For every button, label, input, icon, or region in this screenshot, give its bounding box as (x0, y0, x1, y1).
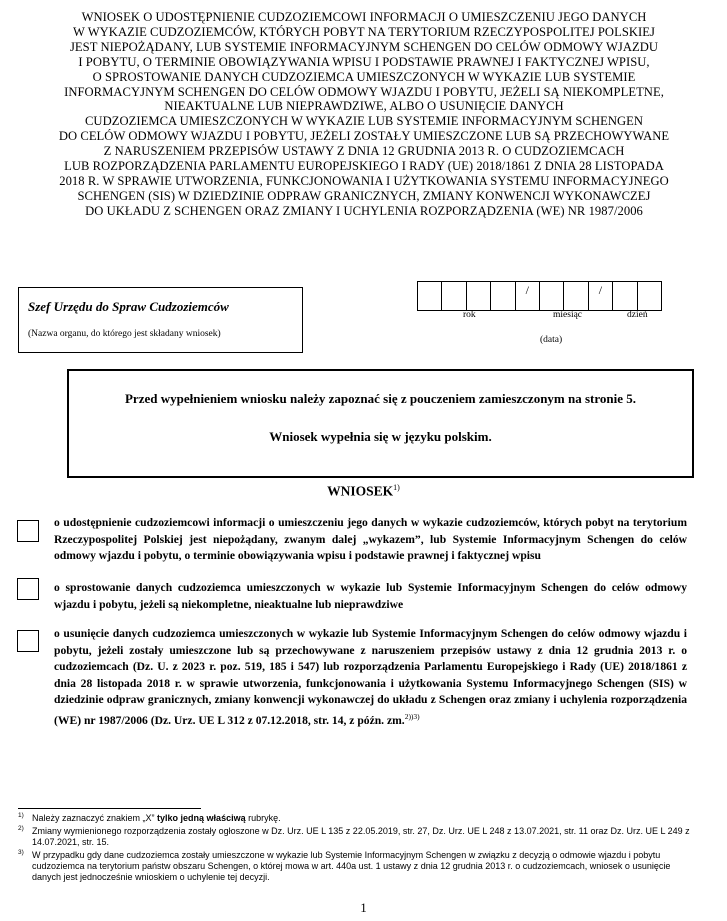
option-delete-text (54, 626, 687, 729)
title-line: DO UKŁADU Z SCHENGEN ORAZ ZMIANY I UCHYLENIA ROZPORZĄDZENIA (WE) NR 1987/2006 (85, 203, 643, 218)
title-line: INFORMACYJNYM SCHENGEN DO CELÓW ODMOWY WJAZDU I POBYTU, JEŻELI SĄ NIEKOMPLETNE, (64, 84, 664, 99)
title-line: SCHENGEN (SIS) W DZIEDZINIE ODPRAW GRANICZNYCH, ZMIANY KONWENCJI WYKONAWCZEJ (77, 188, 651, 203)
footnotes (18, 813, 698, 885)
title-line: W WYKAZIE CUDZOZIEMCÓW, KTÓRYCH POBYT NA TERYTORIUM RZECZYPOSPOLITEJ POLSKIEJ (73, 24, 655, 39)
title-line: CUDZOZIEMCA UMIESZCZONYCH W WYKAZIE LUB SYSTEMIE INFORMACYJNYM SCHENGEN (84, 114, 644, 129)
title-line: WNIOSEK O UDOSTĘPNIENIE CUDZOZIEMCOWI INFORMACJI O UMIESZCZENIU JEGO DANYCH (81, 10, 647, 24)
date-month-label: miesiąc (553, 310, 583, 320)
date-cell-year[interactable] (442, 282, 466, 310)
notice-instructions: Przed wypełnieniem wniosku należy zapoznać się z pouczeniem zamieszczonym na stronie 5. (124, 391, 637, 406)
footnote-mark: 2) (18, 825, 24, 832)
footnote-ref: 1) (393, 483, 400, 492)
date-cell-day[interactable] (638, 282, 662, 310)
footnote-text: Zmiany wymienionego rozporządzenia zostały ogłoszone w Dz. Urz. UE L 135 z 22.05.2019, str. 27, Dz. Urz. UE L 248 z 13.07.2021, str. 11 oraz Dz. Urz. UE L 249 z 14.07.2021, str. 15. (32, 826, 690, 847)
date-cell-month[interactable] (540, 282, 564, 310)
footnote-ref: 2))3) (404, 711, 420, 721)
date-field[interactable] (417, 281, 662, 311)
footnote-mark: 3) (18, 849, 24, 856)
date-cell-month[interactable] (564, 282, 588, 310)
title-line: O SPROSTOWANIE DANYCH CUDZOZIEMCA UMIESZCZONYCH W WYKAZIE LUB SYSTEMIE (92, 69, 636, 84)
title-line: NIEAKTUALNE LUB NIEPRAWDZIWE, ALBO O USUNIĘCIE DANYCH (164, 99, 564, 114)
footnote-1 (18, 813, 698, 824)
title-line: I POBYTU, O TERMINIE OBOWIĄZYWANIA WPISU I PODSTAWIE PRAWNEJ I FAKTYCZNEJ WPISU, (78, 54, 650, 69)
footnote-2 (18, 826, 698, 848)
notice-language: Wniosek wypełnia się w języku polskim. (269, 429, 492, 444)
date-cell-day[interactable] (613, 282, 637, 310)
option-text: o usunięcie danych cudzoziemca umieszczonych w wykazie lub Systemie Informacyjnym Schengen do celów odmowy wjazdu i pobytu, jeżeli zostały umieszczone lub są przechowywane z naruszeniem przepisów ustawy z dnia 12 grudnia 2013 r. o cudzoziemcach (Dz. U. z 2023 r. poz. 519, 185 i 547) lub rozporządzenia Parlamentu Europejskiego i Rady (UE) 2018/1861 z dnia 28 listopada 2018 r. w sprawie utworzenia, funkcjonowania i użytkowania Systemu Informacyjnego Schengen (SIS) w dziedzinie odpraw granicznych, zmiany konwencji wykonawczej do układu z Schengen oraz zmiany i uchylenia rozporządzenia (WE) nr 1987/2006 (Dz. Urz. UE L 312 z 07.12.2018, str. 14, z późn. zm. (54, 627, 687, 727)
office-hint: (Nazwa organu, do którego jest składany wniosek) (28, 329, 221, 339)
option-checkbox-delete[interactable] (17, 630, 39, 652)
date-cell-year[interactable] (418, 282, 442, 310)
date-day-label: dzień (627, 310, 648, 320)
option-rectify-text (54, 580, 687, 613)
date-cell-year[interactable] (467, 282, 491, 310)
option-checkbox-rectify[interactable] (17, 578, 39, 600)
footnote-3 (18, 850, 698, 883)
option-access-text (54, 515, 687, 565)
footnote-mark: 1) (18, 812, 24, 819)
option-text: o sprostowanie danych cudzoziemca umieszczonych w wykazie lub Systemie Informacyjnym Schengen do celów odmowy wjazdu i pobytu, jeżeli są niekompletne, nieaktualne lub nieprawdziwe (54, 581, 687, 611)
title-line: JEST NIEPOŻĄDANY, LUB SYSTEMIE INFORMACYJNYM SCHENGEN DO CELÓW ODMOWY WJAZDU (69, 39, 659, 54)
date-caption: (data) (540, 335, 563, 345)
page-number: 1 (360, 900, 367, 915)
title-line: 2018 R. W SPRAWIE UTWORZENIA, FUNKCJONOWANIA I UŻYTKOWANIA SYSTEMU INFORMACYJNEGO (59, 173, 669, 188)
date-year-label: rok (463, 310, 476, 320)
footnote-emphasis: tylko jedną właściwą (157, 813, 246, 823)
date-separator: / (516, 282, 540, 310)
date-cell-year[interactable] (491, 282, 515, 310)
office-name: Szef Urzędu do Spraw Cudzoziemców (28, 299, 229, 314)
footnote-text: Należy zaznaczyć znakiem „X” (32, 813, 158, 823)
title-line: DO CELÓW ODMOWY WJAZDU I POBYTU, JEŻELI ZOSTAŁY UMIESZCZONE LUB SĄ PRZECHOWYWANE (58, 129, 670, 144)
footnote-text: rubrykę. (245, 813, 281, 823)
option-checkbox-access[interactable] (17, 520, 39, 542)
title-line: Z NARUSZENIEM PRZEPISÓW USTAWY Z DNIA 12 GRUDNIA 2013 R. O CUDZOZIEMCACH (103, 144, 625, 159)
notice-box (67, 369, 694, 478)
section-heading-text: WNIOSEK (327, 483, 394, 499)
option-text: o udostępnienie cudzoziemcowi informacji o umieszczeniu jego danych w wykazie cudzoziemców, których pobyt na terytorium Rzeczypospolitej Polskiej jest niepożądany, zwanym dalej „wykazem”, lub Systemie Informacyjnym Schengen do celów odmowy wjazdu i pobytu, o terminie obowiązywania wpisu i podstawie prawnej i faktycznej wpisu (54, 516, 687, 563)
title-line: LUB ROZPORZĄDZENIA PARLAMENTU EUROPEJSKIEGO I RADY (UE) 2018/1861 Z DNIA 28 LISTOPADA (64, 159, 664, 174)
form-title (14, 10, 714, 219)
footnote-divider (18, 808, 201, 809)
office-box[interactable] (18, 287, 303, 353)
footnote-text: W przypadku gdy dane cudzoziemca zostały umieszczone w wykazie lub Systemie Informacyjnym Schengen w związku z decyzją o odmowie wjazdu i pobytu cudzoziemca na terytorium państw obszaru Schengen, o której mowa w art. 440a ust. 1 ustawy z dnia 12 grudnia 2013 r. o cudzoziemcach, wniosek o usunięcie danych jest jednocześnie wnioskiem o uchylenie tej decyzji. (32, 850, 671, 882)
date-separator: / (589, 282, 613, 310)
section-heading (0, 483, 727, 500)
